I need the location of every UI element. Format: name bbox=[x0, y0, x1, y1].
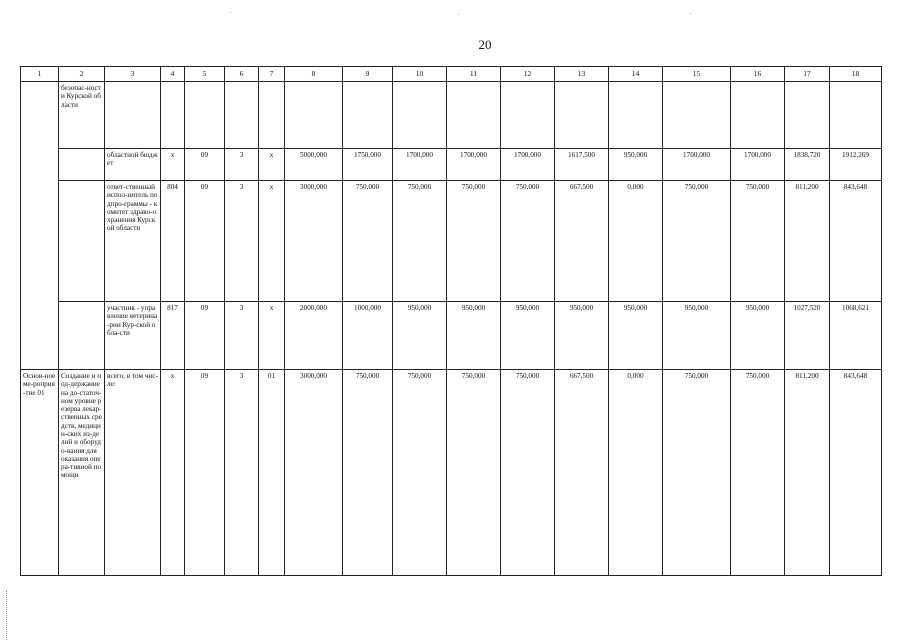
header-cell: 13 bbox=[555, 67, 609, 82]
header-cell: 3 bbox=[105, 67, 161, 82]
page-number: 20 bbox=[478, 37, 492, 52]
table-cell: 950,000 bbox=[663, 302, 731, 370]
table-header-row bbox=[21, 67, 882, 82]
table-cell: 3000,000 bbox=[285, 181, 343, 302]
table-cell: 750,000 bbox=[343, 370, 393, 576]
table-cell bbox=[59, 149, 105, 181]
table-cell: 950,000 bbox=[447, 302, 501, 370]
table-cell: 1617,500 bbox=[555, 149, 609, 181]
table-cell: 750,000 bbox=[447, 370, 501, 576]
header-cell: 6 bbox=[225, 67, 259, 82]
table-cell: 667,500 bbox=[555, 181, 609, 302]
table-cell: 09 bbox=[185, 149, 225, 181]
table-cell: 0,000 bbox=[609, 181, 663, 302]
scan-speck bbox=[690, 13, 691, 14]
table-cell bbox=[21, 82, 59, 370]
table-cell: 750,000 bbox=[343, 181, 393, 302]
table-cell bbox=[59, 181, 105, 302]
table-cell bbox=[731, 82, 785, 149]
table-cell: 3 bbox=[225, 149, 259, 181]
table-cell bbox=[830, 82, 882, 149]
table-cell: 950,000 bbox=[555, 302, 609, 370]
table-cell: 950,000 bbox=[393, 302, 447, 370]
table-cell bbox=[393, 82, 447, 149]
table-cell bbox=[105, 82, 161, 149]
header-cell: 1 bbox=[21, 67, 59, 82]
table-cell: 950,000 bbox=[609, 302, 663, 370]
table-cell: 1700,000 bbox=[663, 149, 731, 181]
table-cell: ответ-ственный испол-нитель подпро-граммы - комитет здраво-охранения Курской области bbox=[105, 181, 161, 302]
header-cell: 16 bbox=[731, 67, 785, 82]
table-cell: 1912,269 bbox=[830, 149, 882, 181]
table-cell: 1700,000 bbox=[501, 149, 555, 181]
table-cell bbox=[609, 82, 663, 149]
header-cell: 8 bbox=[285, 67, 343, 82]
table-cell bbox=[785, 82, 830, 149]
table-row bbox=[21, 302, 882, 370]
table-cell: 667,500 bbox=[555, 370, 609, 576]
table-cell: 750,000 bbox=[731, 370, 785, 576]
table-cell: 1750,000 bbox=[343, 149, 393, 181]
table-cell bbox=[663, 82, 731, 149]
table-cell bbox=[285, 82, 343, 149]
header-cell: 14 bbox=[609, 67, 663, 82]
table-cell: х bbox=[161, 149, 185, 181]
table-cell: 09 bbox=[185, 370, 225, 576]
table-cell bbox=[343, 82, 393, 149]
header-cell: 12 bbox=[501, 67, 555, 82]
table-cell: 3000,000 bbox=[285, 370, 343, 576]
header-cell: 9 bbox=[343, 67, 393, 82]
table-cell: 3 bbox=[225, 302, 259, 370]
table-cell: 5000,000 bbox=[285, 149, 343, 181]
header-cell: 4 bbox=[161, 67, 185, 82]
table-cell: 750,000 bbox=[393, 181, 447, 302]
header-cell: 7 bbox=[259, 67, 285, 82]
table-cell: 750,000 bbox=[447, 181, 501, 302]
table-cell: безопас-ности Курской области bbox=[59, 82, 105, 149]
header-cell: 2 bbox=[59, 67, 105, 82]
table-cell: х bbox=[259, 149, 285, 181]
table-cell: 0,000 bbox=[609, 370, 663, 576]
table-cell: х bbox=[161, 370, 185, 576]
table-cell: 843,648 bbox=[830, 181, 882, 302]
table-cell: 804 bbox=[161, 181, 185, 302]
table-cell: Основ-ное ме-роприя-тие 01 bbox=[21, 370, 59, 576]
table-cell: 1700,000 bbox=[393, 149, 447, 181]
scan-margin-mark bbox=[6, 590, 8, 640]
table-cell: 1027,520 bbox=[785, 302, 830, 370]
table-cell bbox=[161, 82, 185, 149]
table-cell bbox=[259, 82, 285, 149]
table-cell: 09 bbox=[185, 302, 225, 370]
table-cell: 01 bbox=[259, 370, 285, 576]
table-cell: Создание и под-держание на до-статоч-ном уровне резерва лекар-ственных средств, медицин-ских из-делий и оборудо-вания для оказания опера-тивной помощи bbox=[59, 370, 105, 576]
table-cell: 750,000 bbox=[393, 370, 447, 576]
table-row bbox=[21, 181, 882, 302]
table-cell: 750,000 bbox=[663, 370, 731, 576]
header-cell: 5 bbox=[185, 67, 225, 82]
table-cell: 1000,000 bbox=[343, 302, 393, 370]
header-cell: 15 bbox=[663, 67, 731, 82]
table-cell: 950,000 bbox=[609, 149, 663, 181]
header-cell: 11 bbox=[447, 67, 501, 82]
table-row bbox=[21, 149, 882, 181]
header-cell: 17 bbox=[785, 67, 830, 82]
table-cell: 3 bbox=[225, 370, 259, 576]
table-cell: 950,000 bbox=[501, 302, 555, 370]
scan-speck bbox=[230, 12, 231, 13]
table-cell: 2000,000 bbox=[285, 302, 343, 370]
table-cell bbox=[501, 82, 555, 149]
table-cell bbox=[555, 82, 609, 149]
table-cell: 09 bbox=[185, 181, 225, 302]
header-cell: 18 bbox=[830, 67, 882, 82]
table-cell bbox=[185, 82, 225, 149]
table-cell: 750,000 bbox=[731, 181, 785, 302]
table-cell bbox=[225, 82, 259, 149]
table-cell: 3 bbox=[225, 181, 259, 302]
table-cell: 950,000 bbox=[731, 302, 785, 370]
budget-table bbox=[20, 66, 882, 576]
table-cell bbox=[59, 302, 105, 370]
table-cell: 811,200 bbox=[785, 370, 830, 576]
header-cell: 10 bbox=[393, 67, 447, 82]
table-cell: 811,200 bbox=[785, 181, 830, 302]
table-cell: 843,648 bbox=[830, 370, 882, 576]
table-row bbox=[21, 370, 882, 576]
table-cell: 1838,720 bbox=[785, 149, 830, 181]
table-cell: 750,000 bbox=[501, 181, 555, 302]
table-cell: 750,000 bbox=[501, 370, 555, 576]
table-cell bbox=[447, 82, 501, 149]
table-cell: областной бюджет bbox=[105, 149, 161, 181]
table-cell: х bbox=[259, 181, 285, 302]
table-cell: 817 bbox=[161, 302, 185, 370]
scan-speck bbox=[458, 14, 459, 15]
table-cell: 750,000 bbox=[663, 181, 731, 302]
table-cell: участник - управление ветерина-рии Кур-ской обла-сти bbox=[105, 302, 161, 370]
table-cell: всего, в том чис-ле: bbox=[105, 370, 161, 576]
table-cell: х bbox=[259, 302, 285, 370]
table-cell: 1700,000 bbox=[447, 149, 501, 181]
table-cell: 1700,000 bbox=[731, 149, 785, 181]
table-cell: 1068,621 bbox=[830, 302, 882, 370]
table-row bbox=[21, 82, 882, 149]
